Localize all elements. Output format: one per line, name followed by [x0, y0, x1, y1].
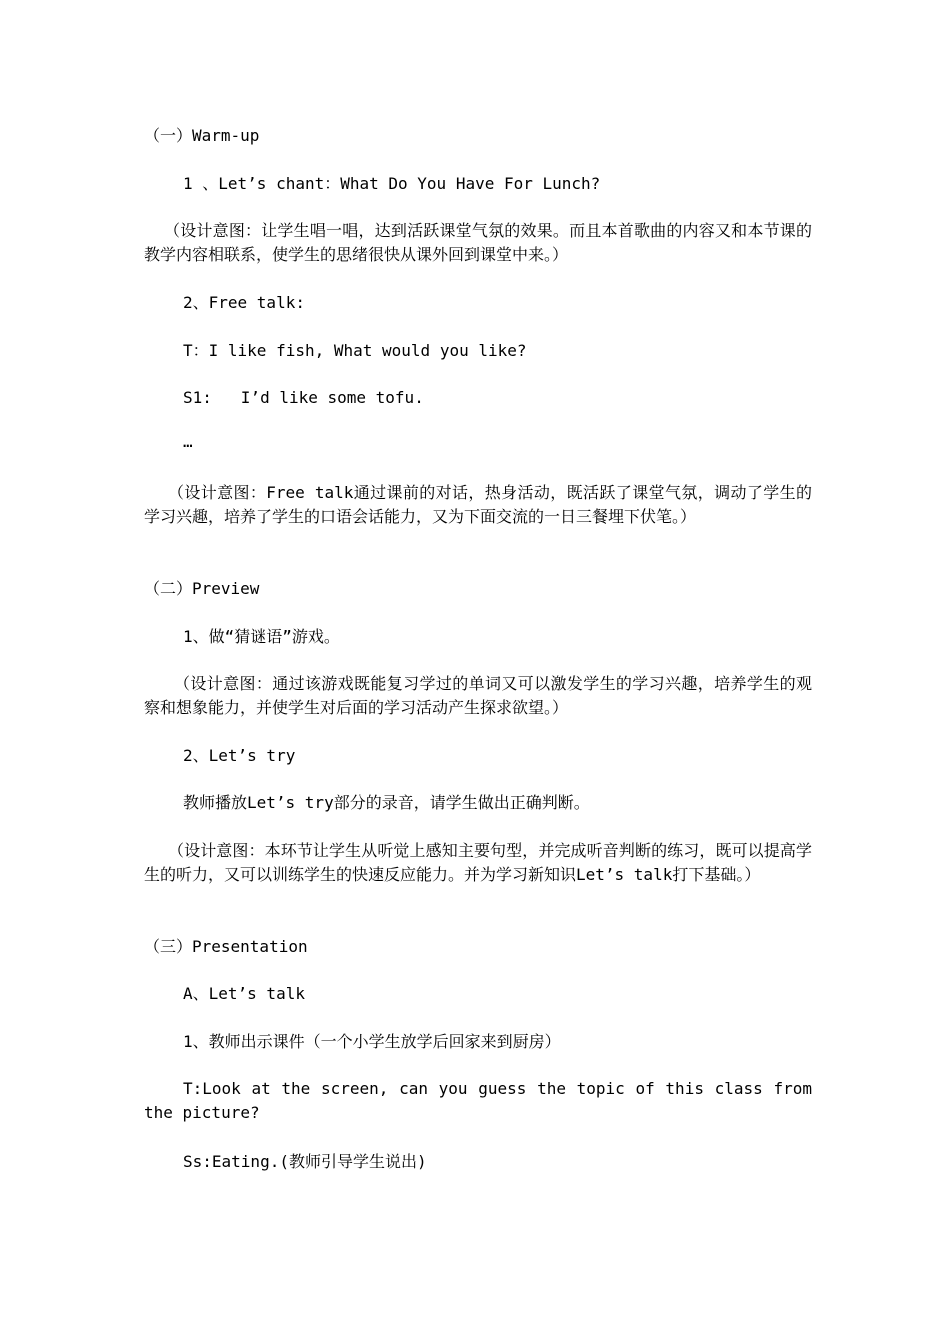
dialogue-ellipsis: …: [183, 432, 191, 451]
lets-talk-item: A、Let’s talk: [183, 984, 305, 1003]
dialogue-teacher-line: T：I like fish, What would you like?: [183, 341, 527, 360]
teacher-question: T:Look at the screen, can you guess the topic of this class from the picture?: [144, 1079, 812, 1122]
lets-try-item: 2、Let’s try: [183, 746, 296, 765]
design-note-free-talk: （设计意图：Free talk通过课前的对话，热身活动，既活跃了课堂气氛，调动了学生的学习兴趣，培养了学生的口语会话能力，又为下面交流的一日三餐埋下伏笔。）: [144, 483, 812, 526]
free-talk-item: 2、Free talk:: [183, 293, 305, 312]
dialogue-student-line: S1: I’d like some tofu.: [183, 388, 424, 407]
chant-item: 1 、Let’s chant：What Do You Have For Lunch?: [183, 174, 601, 193]
section-heading-warm-up: （一）Warm-up: [144, 126, 260, 145]
student-answer: Ss:Eating.(教师引导学生说出): [183, 1152, 427, 1171]
lets-try-description: 教师播放Let’s try部分的录音，请学生做出正确判断。: [183, 793, 590, 812]
section-heading-preview: （二）Preview: [144, 579, 260, 598]
courseware-item: 1、教师出示课件（一个小学生放学后回家来到厨房）: [183, 1032, 561, 1051]
riddle-game-item: 1、做“猜谜语”游戏。: [183, 627, 340, 646]
design-note-chant: （设计意图：让学生唱一唱，达到活跃课堂气氛的效果。而且本首歌曲的内容又和本节课的教学内容相联系，使学生的思绪很快从课外回到课堂中来。）: [144, 221, 812, 264]
design-note-riddle: （设计意图：通过该游戏既能复习学过的单词又可以激发学生的学习兴趣，培养学生的观察和想象能力，并使学生对后面的学习活动产生探求欲望。）: [144, 674, 812, 717]
section-heading-presentation: （三）Presentation: [144, 937, 308, 956]
design-note-lets-try: （设计意图：本环节让学生从听觉上感知主要句型，并完成听音判断的练习，既可以提高学生的听力，又可以训练学生的快速反应能力。并为学习新知识Let’s talk打下基础。）: [144, 841, 812, 884]
